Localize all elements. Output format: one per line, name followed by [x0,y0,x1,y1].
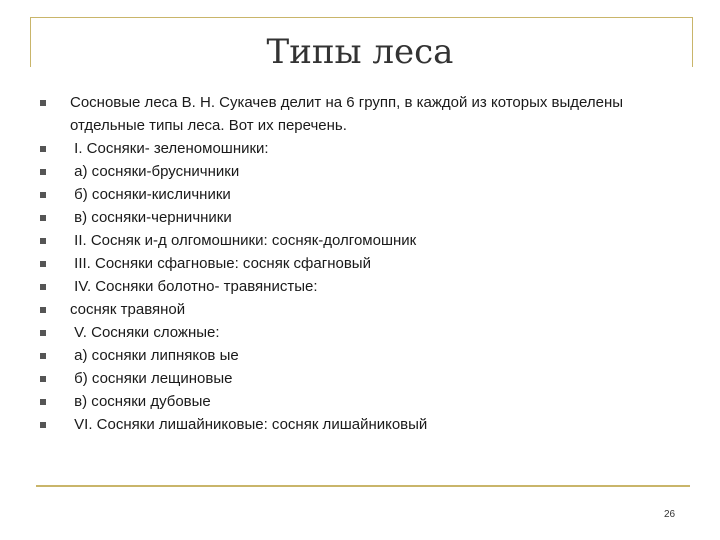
list-item-text: б) сосняки-кисличники [70,186,231,203]
square-bullet-icon [40,169,46,175]
list-item-text: II. Сосняк и-д олгомошники: сосняк-долгомошник [70,232,417,249]
square-bullet-icon [40,353,46,359]
list-item [40,137,680,160]
list-item-text: а) сосняки липняков ые [70,347,239,364]
slide-title: Типы леса [266,32,454,72]
list-item-text: сосняк травяной [70,301,186,318]
list-item [40,298,680,321]
square-bullet-icon [40,376,46,382]
list-item-text: в) сосняки дубовые [70,393,211,410]
list-item-text: б) сосняки лещиновые [70,370,233,387]
list-item [40,321,680,344]
square-bullet-icon [40,215,46,221]
list-item [40,390,680,413]
list-item-text: IV. Сосняки болотно- травянистые: [70,278,318,295]
list-item [40,413,680,436]
square-bullet-icon [40,146,46,152]
list-item-text: I. Сосняки- зеленомошники: [70,140,269,157]
frame-bottom-line [36,485,690,487]
list-item [40,160,680,183]
square-bullet-icon [40,422,46,428]
square-bullet-icon [40,307,46,313]
list-item [40,275,680,298]
square-bullet-icon [40,238,46,244]
list-item [40,206,680,229]
square-bullet-icon [40,192,46,198]
list-item [40,367,680,390]
square-bullet-icon [40,399,46,405]
list-item-text: Сосновые леса В. Н. Сукачев делит на 6 групп, в каждой из которых выделены отдельные типы леса. Вот их перечень. [70,94,624,134]
frame-top-line [30,17,692,18]
list-item [40,183,680,206]
list-item [40,229,680,252]
square-bullet-icon [40,261,46,267]
list-item-text: V. Сосняки сложные: [70,324,220,341]
square-bullet-icon [40,330,46,336]
slide-number: 26 [664,509,676,520]
list-item [40,91,680,137]
list-item-text: VI. Сосняки лишайниковые: сосняк лишайниковый [70,416,428,433]
list-item-text: а) сосняки-брусничники [70,163,240,180]
list-item-text: III. Сосняки сфагновые: сосняк сфагновый [70,255,371,272]
square-bullet-icon [40,284,46,290]
bullet-list [40,91,680,436]
square-bullet-icon [40,100,46,106]
list-item-text: в) сосняки-черничники [70,209,232,226]
list-item [40,344,680,367]
list-item [40,252,680,275]
